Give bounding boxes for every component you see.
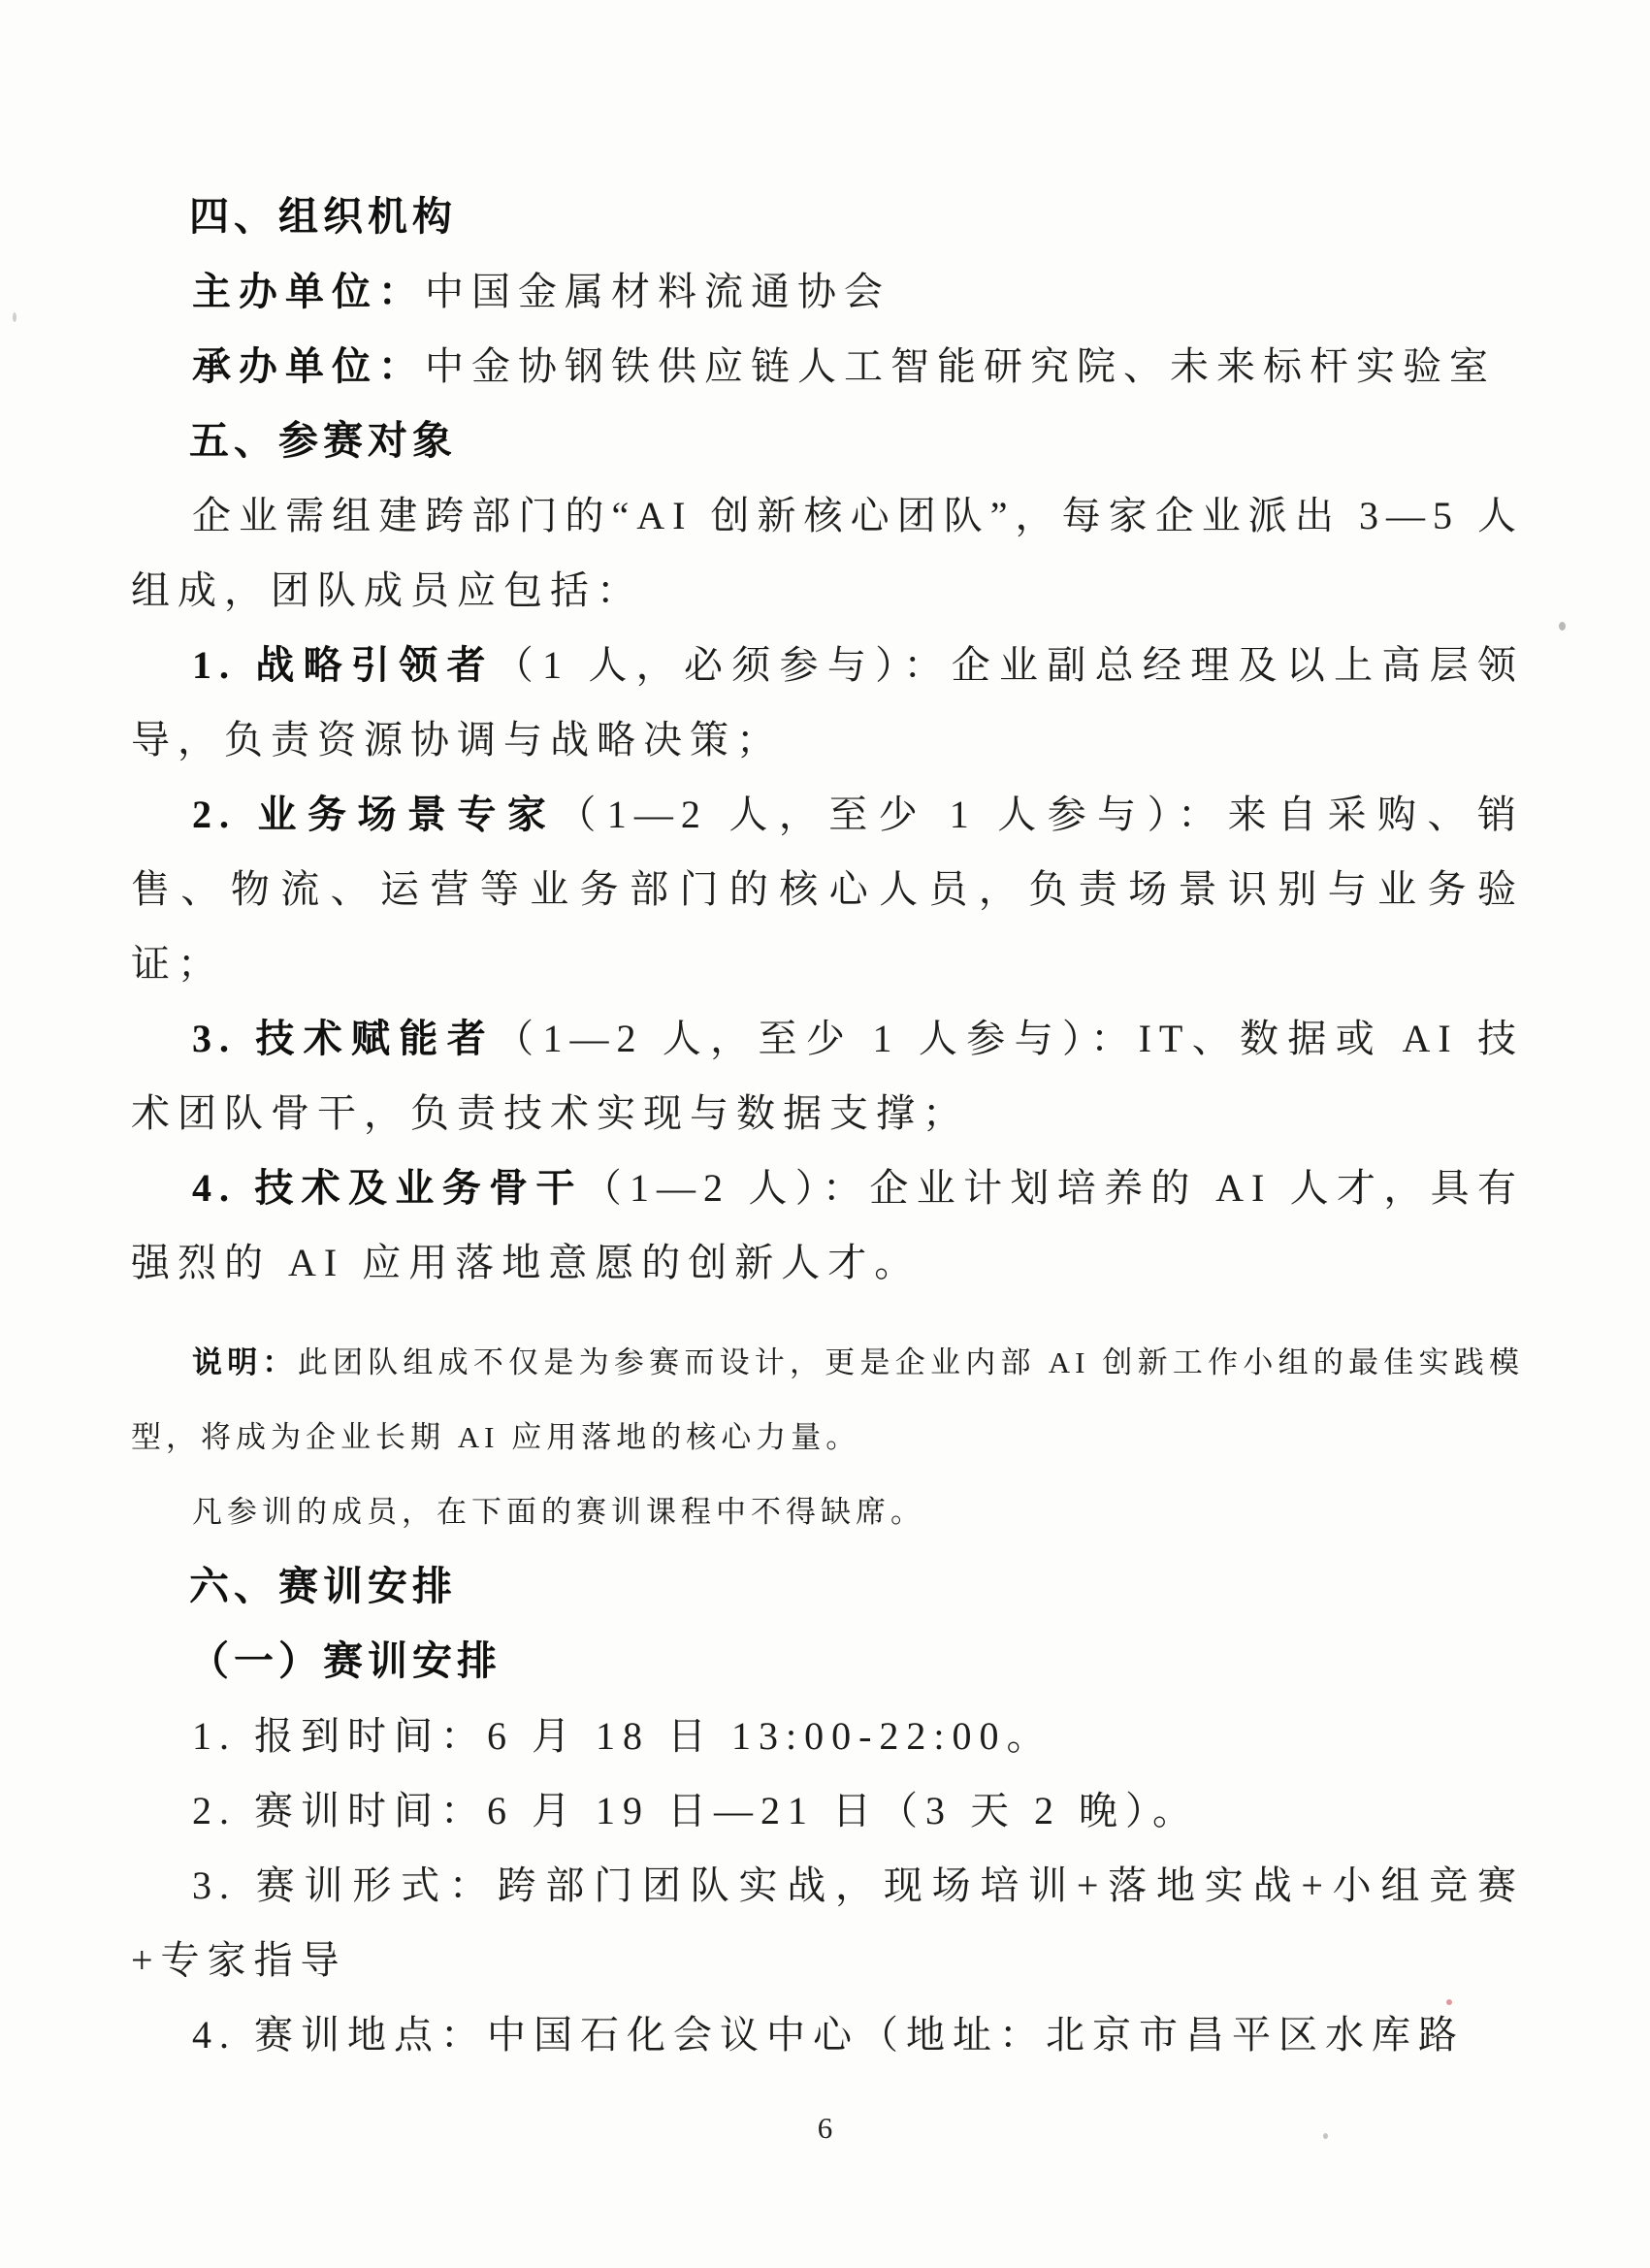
attendance-note-paragraph: 凡参训的成员，在下面的赛训课程中不得缺席。 [192,1495,925,1529]
section5-heading: 五、参赛对象 [189,418,457,463]
host-unit-text: 中国金属材料流通协会 [425,270,890,313]
explanation-note-label: 说明： [192,1345,298,1379]
team-role-item-4 [131,1150,1524,1300]
explanation-note-text: 此团队组成不仅是为参赛而设计，更是企业内部 AI 创新工作小组的最佳实践模型，将成为企业长期 AI 应用落地的核心力量。 [131,1345,1524,1454]
schedule-item-3: 3. 赛训形式：跨部门团队实战，现场培训+落地实战+小组竞赛+专家指导 [131,1863,1524,1982]
team-role-4-label: 4. 技术及业务骨干 [192,1166,583,1210]
team-role-item-1 [131,628,1524,777]
organizer-unit-text: 中金协钢铁供应链人工智能研究院、未来标杆实验室 [425,344,1496,388]
team-role-3-text: （1—2 人，至少 1 人参与）：IT、数据或 AI 技术团队骨干，负责技术实现与数据支撑； [131,1017,1525,1135]
section5-intro-paragraph: 企业需组建跨部门的“AI 创新核心团队”，每家企业派出 3—5 人组成，团队成员应包括： [131,494,1524,612]
team-role-2-label: 2. 业务场景专家 [192,793,558,836]
scan-speck [1446,1999,1452,2005]
explanation-note-paragraph [131,1325,1524,1474]
organizer-unit-label: 承办单位： [192,344,425,388]
team-role-1-text: （1 人，必须参与）：企业副总经理及以上高层领导，负责资源协调与战略决策； [131,643,1525,761]
schedule-item-4: 4. 赛训地点：中国石化会议中心（地址：北京市昌平区水库路 [192,2013,1465,2057]
schedule-item-2: 2. 赛训时间：6 月 19 日—21 日（3 天 2 晚）。 [192,1789,1199,1832]
schedule-item-1: 1. 报到时间：6 月 18 日 13:00-22:00。 [192,1714,1053,1758]
scan-speck [1323,2133,1328,2139]
team-role-2-text: （1—2 人，至少 1 人参与）：来自采购、销售、物流、运营等业务部门的核心人员，负责场景识别与业务验证； [131,793,1525,986]
organizer-unit-paragraph [131,329,1524,404]
team-role-item-2 [131,777,1524,1001]
section6-subheading: （一）赛训安排 [189,1638,501,1683]
scan-speck [1559,622,1566,631]
team-role-1-label: 1. 战略引领者 [192,643,495,687]
host-unit-paragraph [131,254,1524,329]
team-role-item-3 [131,1001,1524,1150]
team-role-4-text: （1—2 人）：企业计划培养的 AI 人才，具有强烈的 AI 应用落地意愿的创新人才。 [131,1166,1524,1284]
team-role-3-label: 3. 技术赋能者 [192,1017,496,1060]
section6-heading: 六、赛训安排 [189,1564,457,1608]
page-number: 6 [817,2111,833,2145]
host-unit-label: 主办单位： [192,270,425,313]
section4-heading: 四、组织机构 [189,194,457,239]
scan-speck [13,312,16,322]
